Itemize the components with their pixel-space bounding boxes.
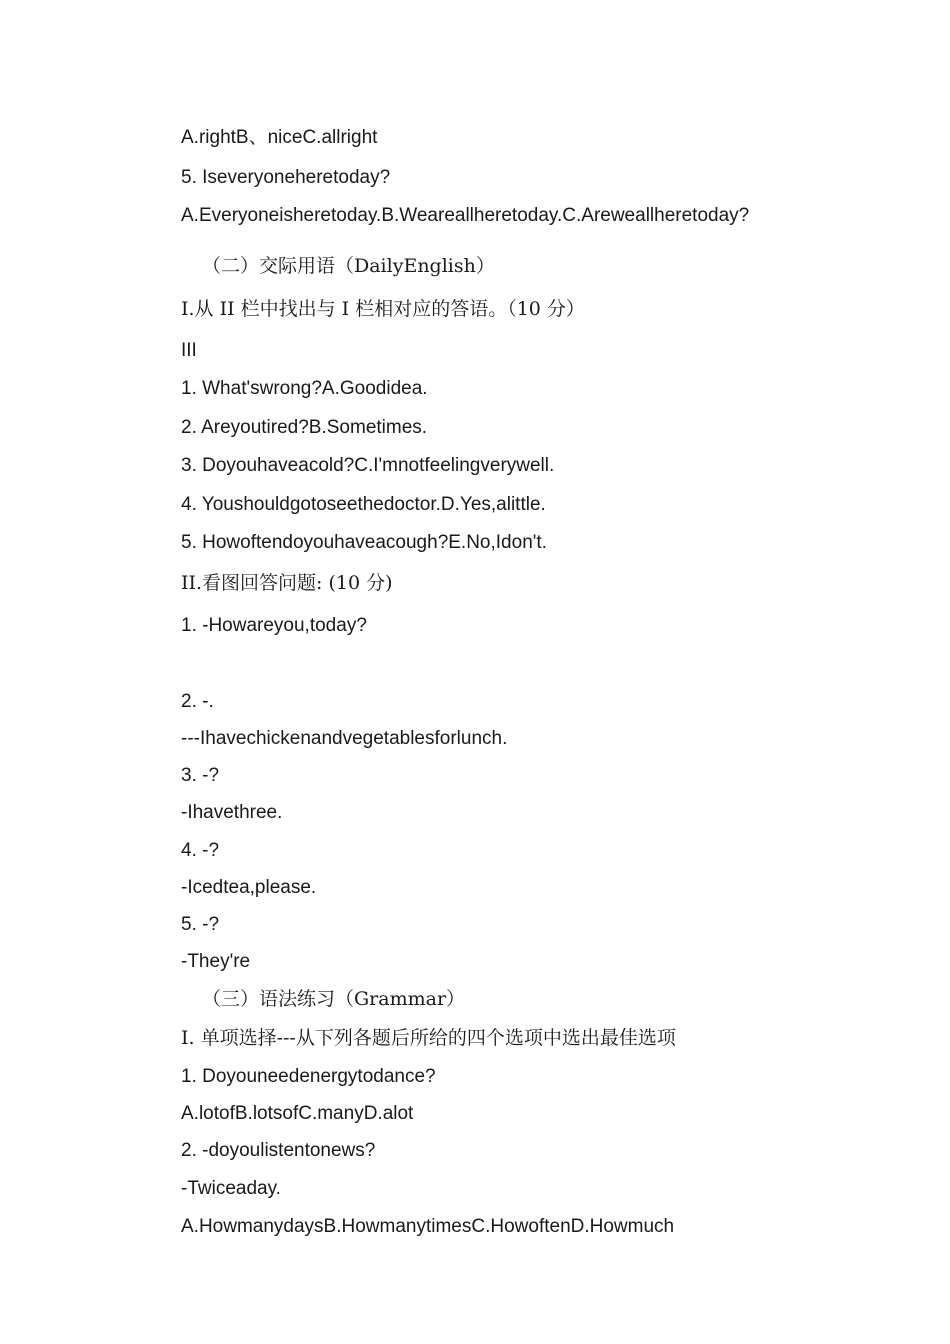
picture-question-4: 4. -? <box>181 840 220 861</box>
grammar-options-1: A.lotofB.lotsofC.manyD.alot <box>181 1103 414 1124</box>
answer-options-q4: A.rightB、niceC.allright <box>181 127 378 148</box>
matching-item-5: 5. Howoftendoyouhaveacough?E.No,Idon't. <box>181 532 547 553</box>
grammar-question-2: 2. -doyoulistentonews? <box>181 1140 376 1161</box>
picture-question-3: 3. -? <box>181 765 220 786</box>
picture-answer-3: -Ihavethree. <box>181 802 283 823</box>
matching-item-1: 1. What'swrong?A.Goodidea. <box>181 378 428 399</box>
grammar-response-2: -Twiceaday. <box>181 1178 281 1199</box>
exercise-instruction-matching: I.从 II 栏中找出与 I 栏相对应的答语。（10 分） <box>181 298 585 320</box>
section-heading-grammar: （三）语法练习（Grammar） <box>202 988 466 1010</box>
picture-answer-4: -Icedtea,please. <box>181 877 317 898</box>
picture-question-5: 5. -? <box>181 914 220 935</box>
section-heading-daily-english: （二）交际用语（DailyEnglish） <box>202 255 495 277</box>
question-5: 5. Iseveryoneheretoday? <box>181 167 391 188</box>
matching-item-4: 4. Youshouldgotoseethedoctor.D.Yes,alittle. <box>181 494 546 515</box>
matching-item-3: 3. Doyouhaveacold?C.I'mnotfeelingverywell. <box>181 455 555 476</box>
column-labels: III <box>181 340 197 361</box>
grammar-question-1: 1. Doyouneedenergytodance? <box>181 1066 436 1087</box>
picture-answer-5: -They're <box>181 951 251 972</box>
grammar-options-2: A.HowmanydaysB.HowmanytimesC.HowoftenD.Howmuch <box>181 1216 675 1237</box>
matching-item-2: 2. Areyoutired?B.Sometimes. <box>181 417 428 438</box>
picture-question-1: 1. -Howareyou,today? <box>181 615 367 636</box>
exercise-instruction-multiple-choice: I. 单项选择---从下列各题后所给的四个选项中选出最佳选项 <box>181 1027 676 1049</box>
picture-answer-2: ---Ihavechickenandvegetablesforlunch. <box>181 728 508 749</box>
picture-question-2: 2. -. <box>181 691 214 712</box>
answer-options-q5: A.Everyoneisheretoday.B.Weareallheretoday.C.Areweallheretoday? <box>181 205 750 226</box>
exercise-instruction-picture: II.看图回答问题: (10 分) <box>181 572 393 594</box>
